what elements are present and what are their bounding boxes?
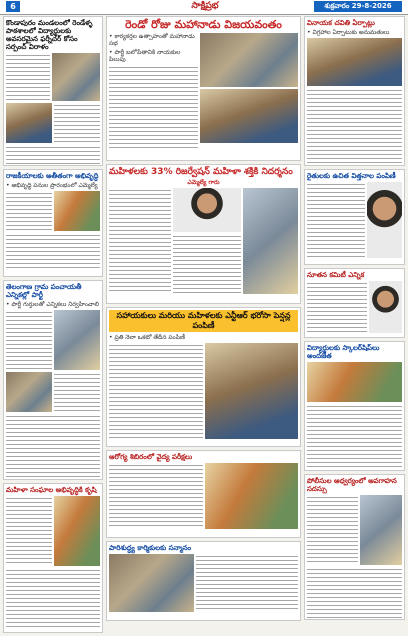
article-body xyxy=(307,404,402,471)
article-right-2 xyxy=(304,169,405,265)
article-left-1 xyxy=(3,16,103,166)
article-subhead: • ప్రతి నెలా ఒకటో తేదీన పంపిణీ xyxy=(109,334,185,341)
page-header xyxy=(0,0,408,15)
lead-bullet: • కార్యకర్తల ఉత్సాహంతో మహానాడు సభ xyxy=(109,33,195,47)
article-photo xyxy=(54,496,100,566)
left-column xyxy=(3,16,103,636)
page-number: 6 xyxy=(6,1,20,12)
article-left-4 xyxy=(3,483,103,633)
issue-date: శుక్రవారం 29-8-2026 xyxy=(314,1,402,12)
article-body xyxy=(307,281,367,333)
article-body xyxy=(307,567,402,619)
article-photo xyxy=(243,188,299,294)
article-headline: కొండాపురం మండలంలో రెండేళ్ళ పాఠశాలలో విద్యార్థులకు అవసరమైన ఫర్నీచర్ కోసం సర్పంచ్ విరాళం xyxy=(6,19,93,51)
article-body xyxy=(307,182,365,258)
right-column xyxy=(304,16,405,623)
banner-headline: సహాయకులు మరియు మహిళలకు ఎన్టీఆర్ భరోసా పెన్షన్ల పంపిణీ xyxy=(109,310,298,332)
article-body xyxy=(6,496,52,566)
article-center-2 xyxy=(106,164,301,304)
article-center-4 xyxy=(106,450,301,538)
center-column xyxy=(106,16,301,624)
person-photo xyxy=(369,281,402,333)
person-photo xyxy=(173,188,241,232)
article-body xyxy=(6,145,100,166)
article-headline: రైతులకు ఉచిత విత్తనాల పంపిణీ xyxy=(307,172,396,180)
article-headline: మహిళలకు 33% రిజర్వేషన్ మహిళా శక్తికి నిదర్శనం xyxy=(109,167,293,177)
article-photo xyxy=(205,343,299,439)
article-body xyxy=(109,65,198,149)
article-headline: పారిశుద్ధ్య కార్మికులకు సన్మానం xyxy=(109,544,192,552)
article-body xyxy=(6,310,52,370)
article-photo xyxy=(307,362,402,402)
article-body xyxy=(6,191,52,231)
article-right-4 xyxy=(304,341,405,471)
article-photo xyxy=(6,103,52,143)
article-headline: వినాయక చవితి ఏర్పాట్లు xyxy=(307,19,375,27)
article-headline: రాజకీయాలకు అతీతంగా అభివృద్ధి xyxy=(6,172,99,180)
article-body xyxy=(307,495,358,565)
article-photo xyxy=(200,33,298,87)
article-body xyxy=(54,372,100,412)
article-body xyxy=(6,568,100,628)
article-photo xyxy=(200,89,298,143)
article-body xyxy=(54,103,100,143)
article-body xyxy=(196,554,298,612)
article-headline: నూతన కమిటీ ఎన్నిక xyxy=(307,271,365,279)
article-headline: పోలీసుల ఆధ్వర్యంలో అవగాహన సదస్సు xyxy=(307,477,397,493)
article-photo xyxy=(307,38,402,86)
article-center-5 xyxy=(106,541,301,621)
article-body xyxy=(307,88,402,166)
article-body xyxy=(6,233,100,271)
article-left-3 xyxy=(3,280,103,480)
person-photo xyxy=(367,182,402,258)
article-body xyxy=(6,414,100,480)
article-photo xyxy=(6,372,52,412)
article-photo xyxy=(109,554,194,612)
article-right-5 xyxy=(304,474,405,620)
paper-name: సాక్షిప్రభ xyxy=(191,1,219,11)
lead-bullet: • పార్టీ బలోపేతానికి నాయకుల పిలుపు xyxy=(109,49,181,63)
article-right-3 xyxy=(304,268,405,338)
article-headline: విద్యార్థులకు స్కాలర్‌షిప్‌లు అందజేత xyxy=(307,344,380,360)
article-subhead: • పార్టీ గుర్తులతో ఎన్నికలు నిర్వహించాలి xyxy=(6,301,99,308)
lead-headline: రెండో రోజు మహానాడు విజయవంతం xyxy=(125,18,282,31)
article-headline: మహిళా సంఘాల అభివృద్ధికి కృషి xyxy=(6,486,97,494)
article-photo xyxy=(360,495,402,565)
article-right-1 xyxy=(304,16,405,166)
article-lead xyxy=(106,16,301,161)
article-photo xyxy=(54,191,100,231)
article-center-3 xyxy=(106,307,301,447)
article-left-2 xyxy=(3,169,103,277)
article-photo xyxy=(54,310,100,370)
article-subhead: ఎమ్మెల్యే గారు xyxy=(187,179,220,186)
article-subhead: • విగ్రహాల ఏర్పాటుకు అనుమతులు xyxy=(307,29,390,36)
article-body xyxy=(6,53,50,101)
article-body xyxy=(109,188,171,294)
article-headline: ఆరోగ్య శిబిరంలో వైద్య పరీక్షలు xyxy=(109,453,193,461)
article-body xyxy=(109,463,203,529)
article-body xyxy=(109,343,203,439)
article-photo xyxy=(52,53,100,101)
article-headline: తెలంగాణ గ్రామ పంచాయతీ ఎన్నికల్లో పార్టీ xyxy=(6,283,82,299)
article-subhead: • అభివృద్ధి పనుల ప్రారంభంలో ఎమ్మెల్యే xyxy=(6,182,98,189)
article-photo xyxy=(205,463,299,529)
article-body xyxy=(173,234,241,294)
